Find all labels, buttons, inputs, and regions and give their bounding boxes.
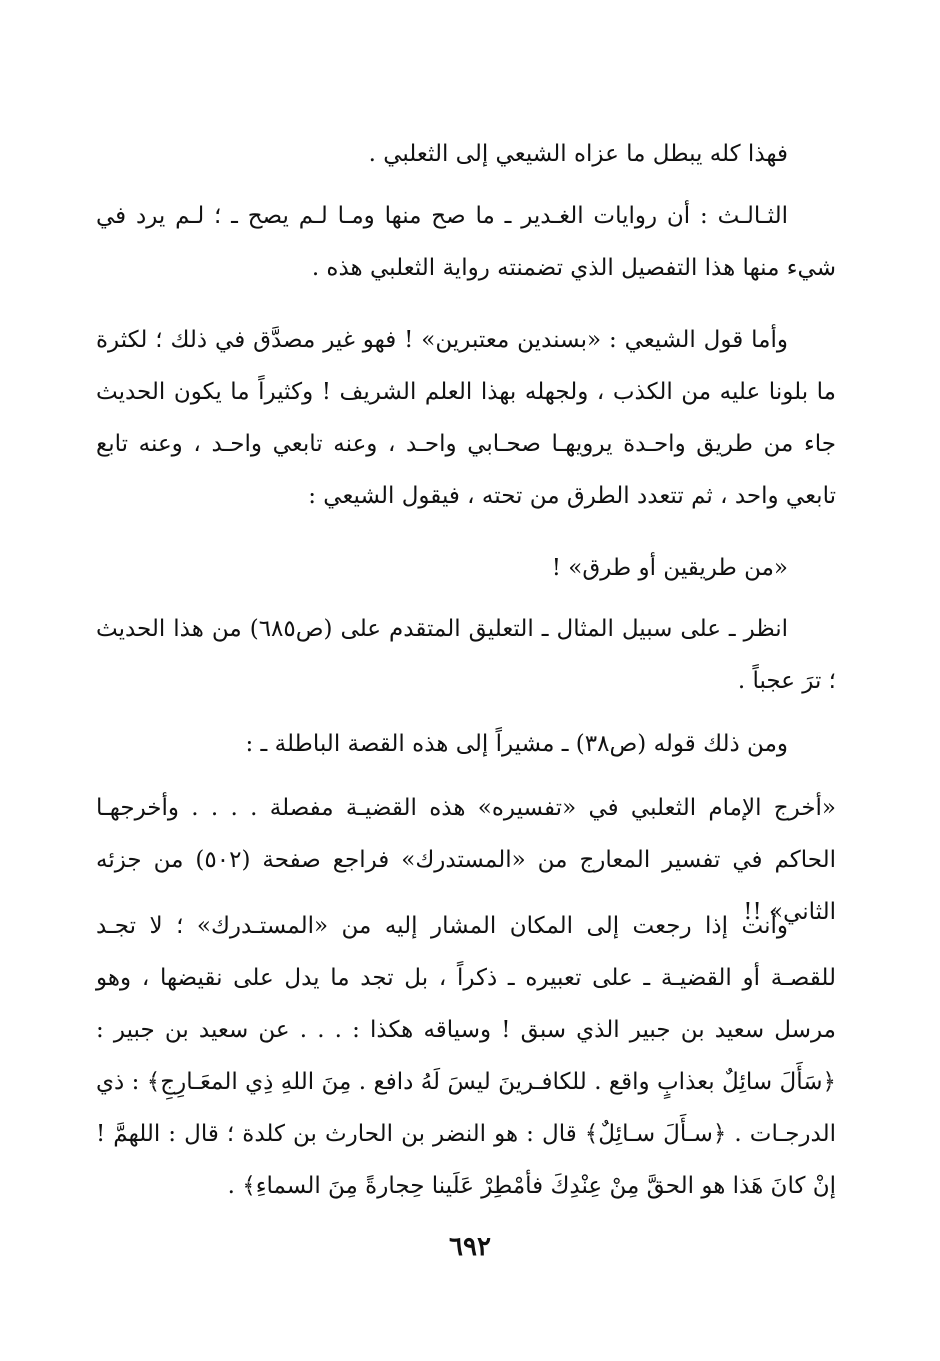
paragraph-two-chains: وأما قول الشيعي : «بسندين معتبرين» ! فهو غير مصدَّق في ذلك ؛ لكثرة ما بلونا عليه من الكذب ، ولجهله بهذا العلم الشريف ! وكثيراً ما يكون الحديث جاء من طريق واحـدة يرويهـا صحـابي واحـد ، وعنه تابعي واحـد ، وعنه تابع تابعي واحد ، ثم تتعدد الطرق من تحته ، فيقول الشيعي : [96, 327, 836, 509]
paragraph-his-saying: ومن ذلك قوله (ص٣٨) ـ مشيراً إلى هذه القصة الباطلة ـ : [245, 731, 788, 757]
paragraph-conclusion: فهذا كله يبطل ما عزاه الشيعي إلى الثعلبي . [368, 141, 788, 167]
paragraph-third-point: الثـالـث : أن روايات الغـدير ـ ما صح منها ومـا لـم يصح ـ ؛ لـم يرد في شيء منها هذا التفصيل الذي تضمنته رواية الثعلبي هذه . [96, 203, 836, 281]
paragraph-quote-routes: «من طريقين أو طرق» ! [551, 555, 788, 581]
paragraph-see-example: انظر ـ على سبيل المثال ـ التعليق المتقدم على (ص٦٨٥) من هذا الحديث ؛ ترَ عجباً . [96, 616, 836, 694]
paragraph-quotation: «أخرج الإمام الثعلبي في «تفسيره» هذه القضيـة مفصلة . . . . وأخرجهـا الحاكم في تفسير المعارج من «المستدرك» فراجع صفحة (٥٠٢) من جزئه الثاني» !! [96, 795, 836, 925]
paragraph-mustadrak: وأنت إذا رجعت إلى المكان المشار إليه من «المستـدرك» ؛ لا تجـد للقصـة أو القضيـة ـ على تعبيره ـ ذكراً ، بل تجد ما يدل على نقيضها ، وهو مرسل سعيد بن جبير الذي سبق ! وسياقه هكذا : . . . عن سعيد بن جبير : ﴿سَأَلَ سائِلٌ بعذابٍ واقع . للكافـرينَ ليسَ لَهُ دافع . مِنَ اللهِ ذِي المعَـارِجِ﴾ : ذي الدرجـات . ﴿سـأَلَ سـائِلٌ﴾ قال : هو النضر بن الحارث بن كلدة ؛ قال : اللهمَّ ! إنْ كانَ هَذا هو الحقَّ مِنْ عِنْدِكَ فأمْطِرْ عَلَينا حِجارةً مِنَ السماءِ﴾ . [96, 913, 836, 1199]
page-number: ٦٩٢ [449, 1232, 491, 1262]
